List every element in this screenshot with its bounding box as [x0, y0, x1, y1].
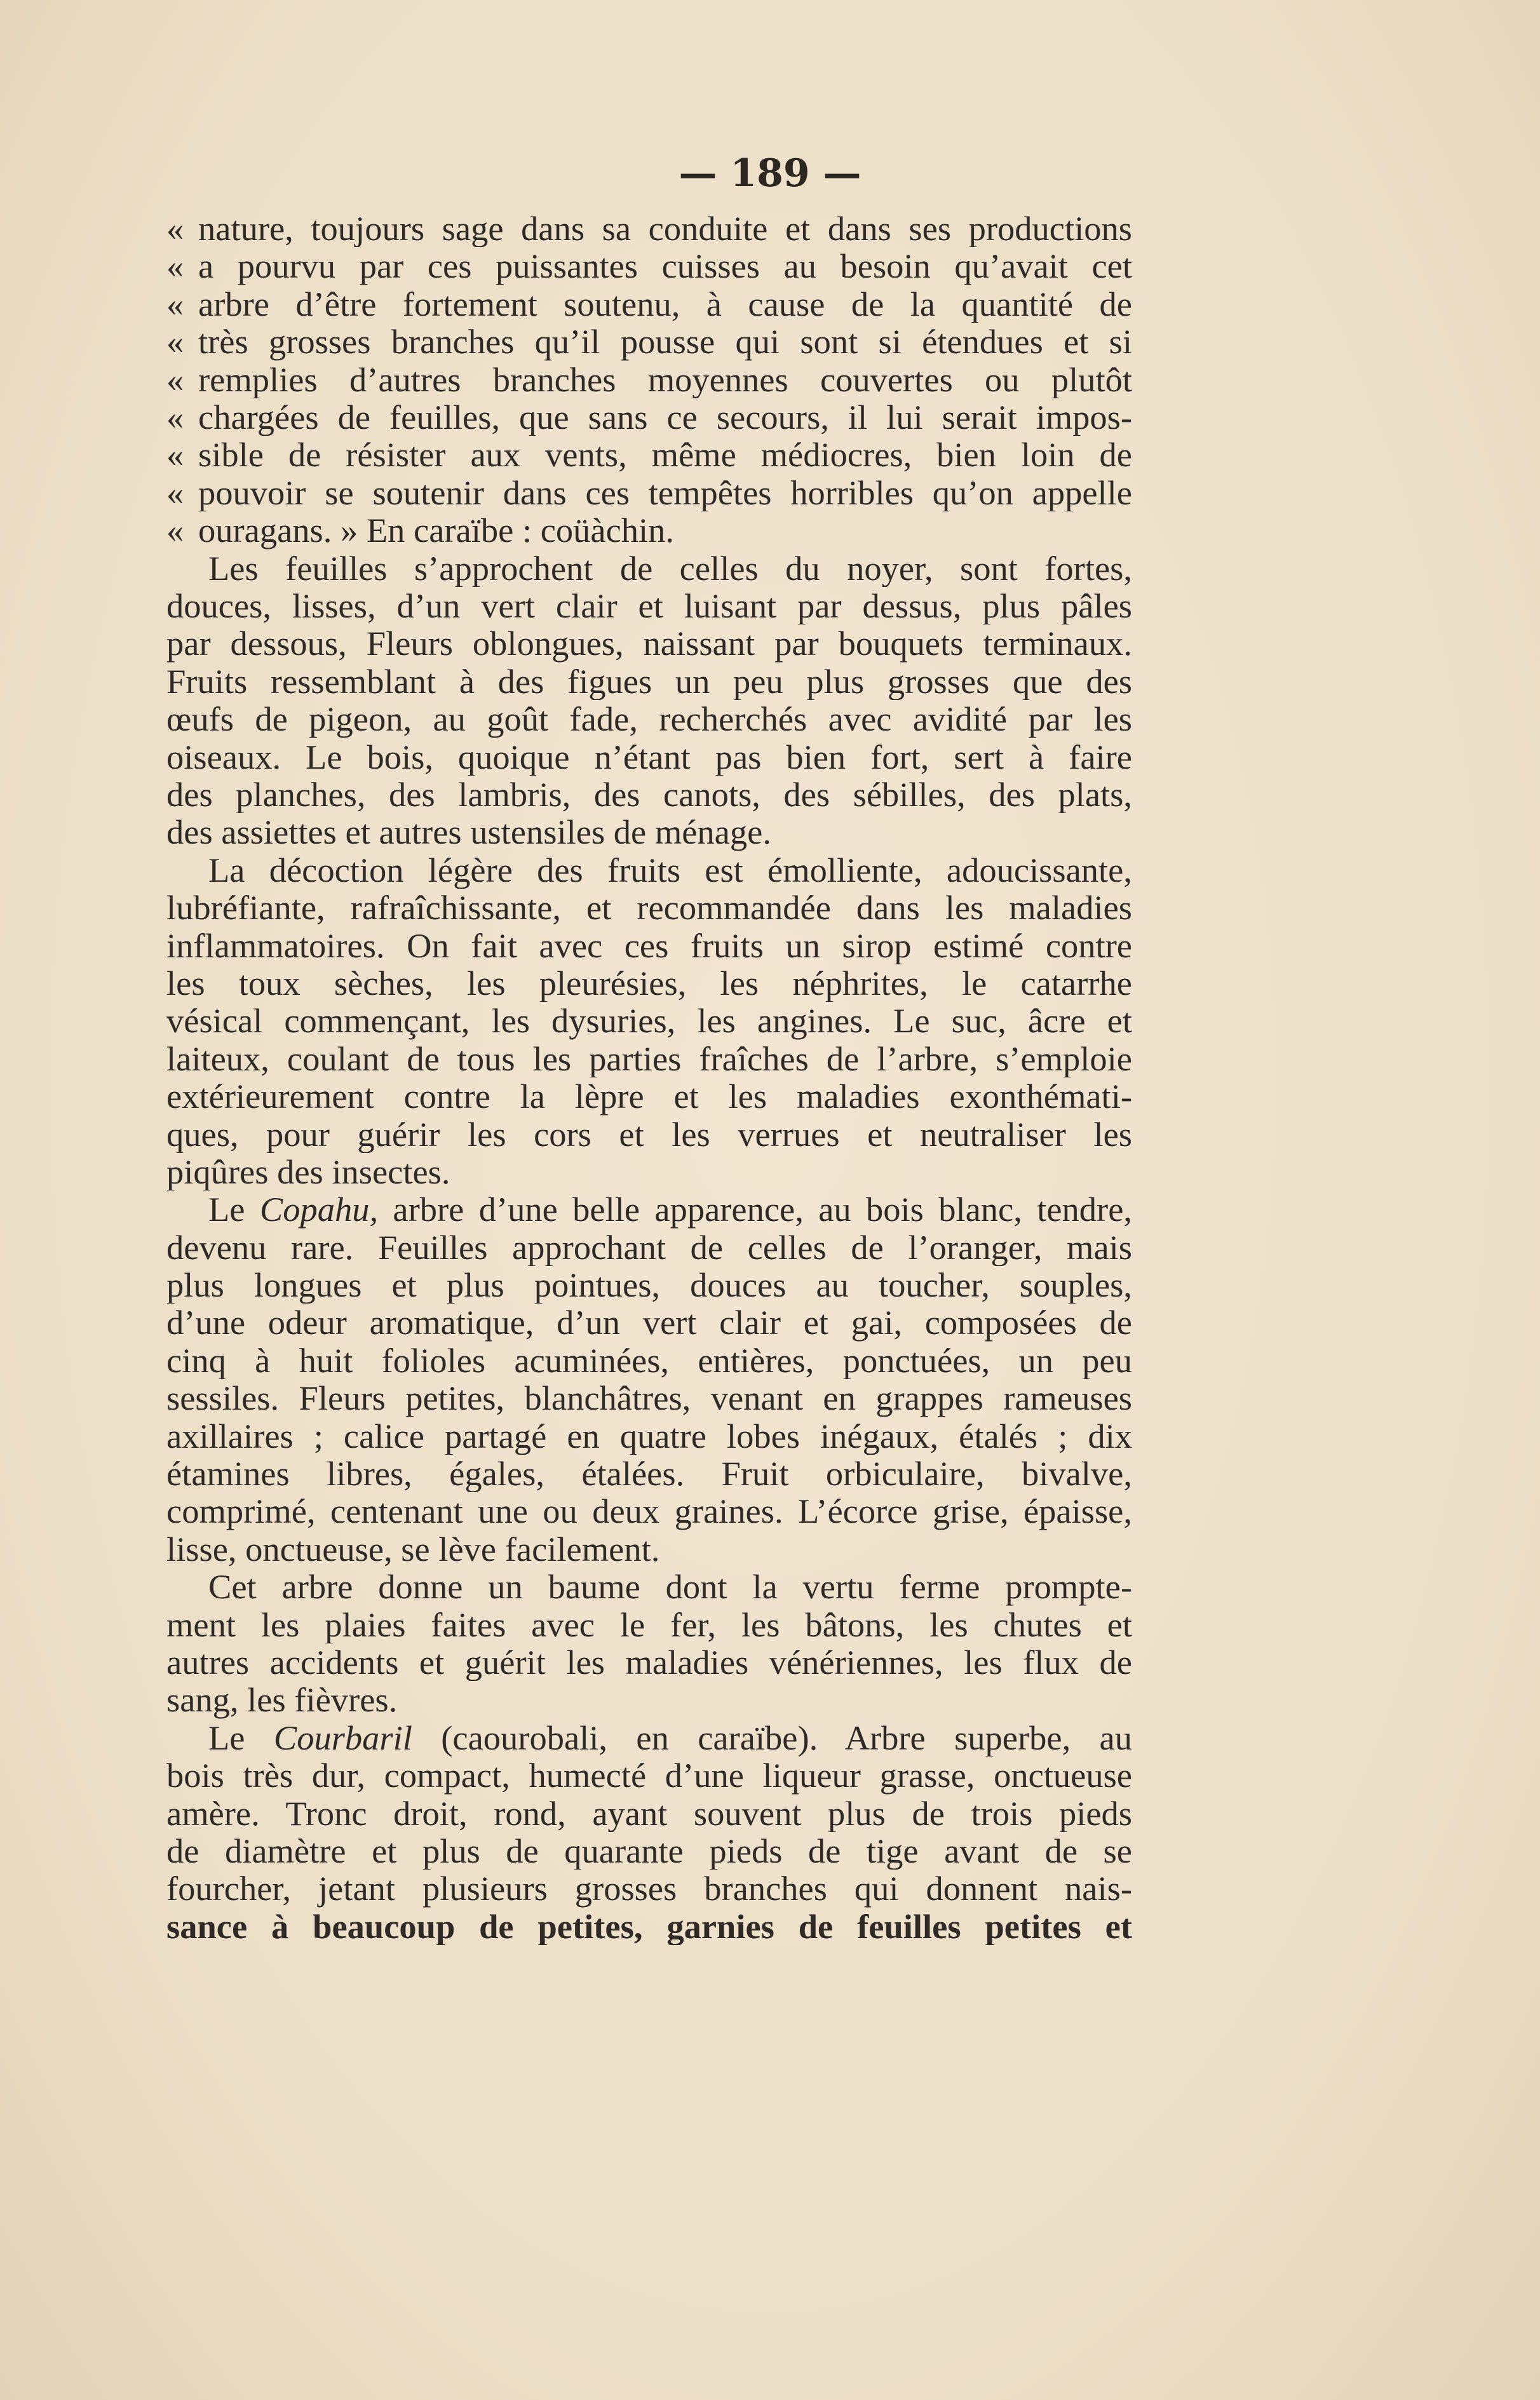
paragraph-line: La décoction légère des fruits est émolliente, adoucissante, — [208, 851, 1132, 889]
quoted-line: a pourvu par ces puissantes cuisses au besoin qu’avait cet — [198, 247, 1132, 285]
paragraph-courbaril — [166, 1719, 1132, 1945]
paragraph-line: les toux sèches, les pleurésies, les néphrites, le catarrhe — [166, 964, 1132, 1002]
quote-mark: « — [166, 435, 184, 475]
page-number: — 189 — — [679, 151, 861, 196]
quoted-line: arbre d’être fortement soutenu, à cause de la quantité de — [198, 285, 1132, 323]
paragraph-line: sessiles. Fleurs petites, blanchâtres, venant en grappes rameuses — [166, 1379, 1132, 1417]
text-block — [166, 210, 1132, 1945]
paragraph-line: lubréfiante, rafraîchissante, et recommandée dans les maladies — [166, 889, 1132, 927]
paragraph-line: vésical commençant, les dysuries, les angines. Le suc, âcre et — [166, 1002, 1132, 1040]
paragraph-lead: Le — [208, 1190, 260, 1229]
quoted-line: nature, toujours sage dans sa conduite et dans ses productions — [198, 210, 1132, 248]
paragraph-line: des planches, des lambris, des canots, des sébilles, des plats, — [166, 776, 1132, 814]
quote-mark: « — [166, 322, 184, 361]
paragraph-line: ques, pour guérir les cors et les verrues et neutraliser les — [166, 1115, 1132, 1153]
paragraph-line: douces, lisses, d’un vert clair et luisant par dessus, plus pâles — [166, 587, 1132, 625]
paragraph-line: amère. Tronc droit, rond, ayant souvent plus de trois pieds — [166, 1794, 1132, 1832]
quoted-passage — [166, 210, 1132, 549]
paragraph-line: laiteux, coulant de tous les parties fraîches de l’arbre, s’emploie — [166, 1039, 1132, 1078]
paragraph-line: ment les plaies faites avec le fer, les bâtons, les chutes et — [166, 1605, 1132, 1643]
quote-mark: « — [166, 209, 184, 248]
paragraph-decoction — [166, 851, 1132, 1191]
paragraph-line: devenu rare. Feuilles approchant de celles de l’oranger, mais — [166, 1228, 1132, 1267]
quoted-line: remplies d’autres branches moyennes couvertes ou plutôt — [198, 360, 1132, 399]
quoted-line: pouvoir se soutenir dans ces tempêtes horribles qu’on appelle — [198, 473, 1132, 512]
paragraph-line: piqûres des insectes. — [166, 1152, 450, 1191]
quoted-line: ouragans. » En caraïbe : coüàchin. — [198, 511, 675, 549]
paragraph-line: de diamètre et plus de quarante pieds de tige avant de se — [166, 1831, 1132, 1870]
paragraph-line: oiseaux. Le bois, quoique n’étant pas bien fort, sert à faire — [166, 738, 1132, 776]
paragraph-line: comprimé, centenant une ou deux graines. L’écorce grise, épaisse, — [166, 1492, 1132, 1530]
paragraph-line: lisse, onctueuse, se lève facilement. — [166, 1530, 660, 1568]
paragraph-feuilles — [166, 549, 1132, 851]
paragraph-line: par dessous, Fleurs oblongues, naissant par bouquets terminaux. — [166, 624, 1132, 663]
paragraph-line: Cet arbre donne un baume dont la vertu ferme prompte- — [208, 1568, 1132, 1606]
paragraph-line: d’une odeur aromatique, d’un vert clair et gai, composées de — [166, 1304, 1132, 1342]
paragraph-line: Fruits ressemblant à des figues un peu plus grosses que des — [166, 662, 1132, 701]
paragraph-line: Les feuilles s’approchent de celles du noyer, sont fortes, — [208, 549, 1132, 588]
species-name: Copahu, — [259, 1190, 379, 1229]
quote-mark: « — [166, 284, 184, 323]
quoted-line: sible de résister aux vents, même médiocres, bien loin de — [198, 436, 1132, 474]
paragraph-line: cinq à huit folioles acuminées, entières, ponctuées, un peu — [166, 1341, 1132, 1380]
paragraph-line: sang, les fièvres. — [166, 1681, 398, 1719]
paragraph-line: plus longues et plus pointues, douces au toucher, souples, — [166, 1266, 1132, 1304]
quote-mark: « — [166, 511, 184, 550]
paragraph-line: autres accidents et guérit les maladies vénériennes, les flux de — [166, 1643, 1132, 1682]
paragraph-lead: Le — [208, 1718, 274, 1757]
paragraph-line: des assiettes et autres ustensiles de ménage. — [166, 813, 771, 851]
quote-mark: « — [166, 473, 184, 512]
quoted-line: chargées de feuilles, que sans ce secours, il lui serait impos- — [198, 398, 1132, 436]
paragraph-baume — [166, 1568, 1132, 1719]
quote-mark: « — [166, 360, 184, 399]
species-name: Courbaril — [273, 1718, 412, 1757]
paragraph-line: extérieurement contre la lèpre et les maladies exonthémati- — [166, 1077, 1132, 1116]
quote-mark: « — [166, 246, 184, 286]
paragraph-line: inflammatoires. On fait avec ces fruits un sirop estimé contre — [166, 926, 1132, 964]
quoted-line: très grosses branches qu’il pousse qui sont si étendues et si — [198, 323, 1132, 361]
paragraph-line: étamines libres, égales, étalées. Fruit orbiculaire, bivalve, — [166, 1455, 1132, 1493]
paragraph-line: (caourobali, en caraïbe). Arbre superbe, au — [412, 1718, 1132, 1757]
paragraph-line: arbre d’une belle apparence, au bois blanc, tendre, — [378, 1190, 1132, 1229]
paragraph-line: bois très dur, compact, humecté d’une liqueur grasse, onctueuse — [166, 1756, 1132, 1795]
paragraph-line: fourcher, jetant plusieurs grosses branches qui donnent nais- — [166, 1870, 1132, 1908]
paragraph-line: œufs de pigeon, au goût fade, recherchés avec avidité par les — [166, 700, 1132, 738]
paragraph-line: sance à beaucoup de petites, garnies de feuilles petites et — [166, 1907, 1132, 1946]
paragraph-line: axillaires ; calice partagé en quatre lobes inégaux, étalés ; dix — [166, 1417, 1132, 1455]
paragraph-copahu — [166, 1190, 1132, 1568]
quote-mark: « — [166, 398, 184, 437]
